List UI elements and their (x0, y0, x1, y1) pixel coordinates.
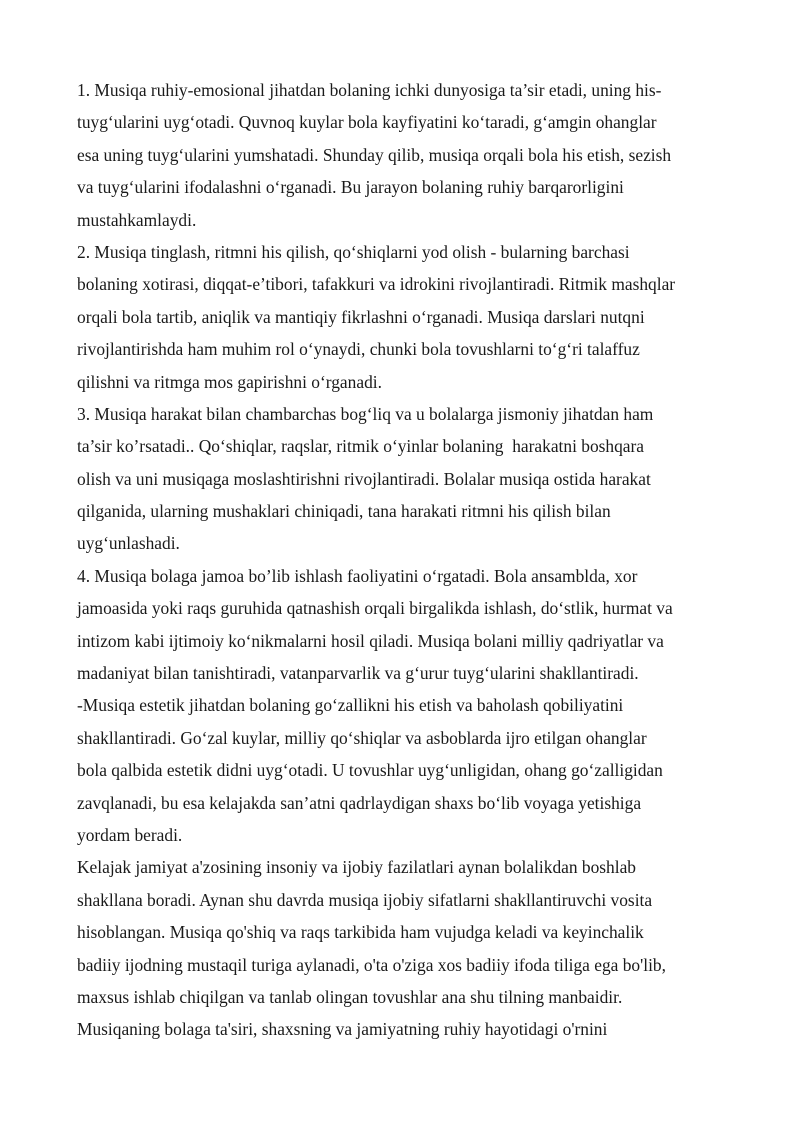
text-line: va tuyg‘ularini ifodalashni o‘rganadi. Bu jarayon bolaning ruhiy barqarorligini (77, 177, 624, 198)
text-line: Kelajak jamiyat a'zosining insoniy va ijobiy fazilatlari aynan bolalikdan boshlab (77, 857, 636, 878)
text-line: 2. Musiqa tinglash, ritmni his qilish, qo‘shiqlarni yod olish - bularning barchasi (77, 241, 630, 262)
text-line: orqali bola tartib, aniqlik va mantiqiy fikrlashni o‘rganadi. Musiqa darslari nutqni (77, 306, 645, 327)
text-line: badiiy ijodning mustaqil turiga aylanadi, o'ta o'ziga xos badiiy ifoda tiliga ega bo'lib, (77, 954, 666, 975)
text-line: uyg‘unlashadi. (77, 533, 180, 554)
text-line: shakllana boradi. Aynan shu davrda musiqa ijobiy sifatlarni shakllantiruvchi vosita (77, 889, 653, 910)
text-line: rivojlantirishda ham muhim rol o‘ynaydi, chunki bola tovushlarni to‘g‘ri talaffuz (77, 339, 640, 360)
text-line: bolaning xotirasi, diqqat-e’tibori, tafakkuri va idrokini rivojlantiradi. Ritmik mashqlar (77, 274, 676, 295)
document-body-text (77, 74, 727, 1046)
text-line: jamoasida yoki raqs guruhida qatnashish orqali birgalikda ishlash, do‘stlik, hurmat va (77, 598, 673, 619)
text-line: ta’sir ko’rsatadi.. Qo‘shiqlar, raqslar, ritmik o‘yinlar bolaning harakatni boshqara (77, 436, 645, 457)
text-line: Musiqaning bolaga ta'siri, shaxsning va jamiyatning ruhiy hayotidagi o'rnini (77, 1019, 608, 1040)
text-line: 1. Musiqa ruhiy-emosional jihatdan bolaning ichki dunyosiga ta’sir etadi, uning his- (77, 80, 662, 100)
text-line: maxsus ishlab chiqilgan va tanlab olingan tovushlar ana shu tilning manbaidir. (77, 986, 623, 1007)
text-line: intizom kabi ijtimoiy ko‘nikmalarni hosil qiladi. Musiqa bolani milliy qadriyatlar va (77, 630, 664, 651)
text-line: 4. Musiqa bolaga jamoa bo’lib ishlash faoliyatini o‘rgatadi. Bola ansamblda, xor (77, 565, 638, 586)
text-line: yordam beradi. (77, 824, 183, 845)
text-line: qilishni va ritmga mos gapirishni o‘rganadi. (77, 371, 382, 392)
text-line: 3. Musiqa harakat bilan chambarchas bog‘liq va u bolalarga jismoniy jihatdan ham (77, 403, 654, 424)
text-line: esa uning tuyg‘ularini yumshatadi. Shunday qilib, musiqa orqali bola his etish, sezish (77, 144, 672, 165)
text-line: olish va uni musiqaga moslashtirishni rivojlantiradi. Bolalar musiqa ostida harakat (77, 468, 651, 489)
text-line: -Musiqa estetik jihatdan bolaning go‘zallikni his etish va baholash qobiliyatini (77, 695, 624, 716)
text-line: zavqlanadi, bu esa kelajakda san’atni qadrlaydigan shaxs bo‘lib voyaga yetishiga (77, 792, 642, 813)
text-line: mustahkamlaydi. (77, 209, 197, 230)
text-line: shakllantiradi. Go‘zal kuylar, milliy qo‘shiqlar va asboblarda ijro etilgan ohanglar (77, 727, 647, 748)
text-line: qilganida, ularning mushaklari chiniqadi, tana harakati ritmni his qilish bilan (77, 501, 611, 522)
text-line: bola qalbida estetik didni uyg‘otadi. U tovushlar uyg‘unligidan, ohang go‘zalligidan (77, 760, 663, 781)
text-line: tuyg‘ularini uyg‘otadi. Quvnoq kuylar bola kayfiyatini ko‘taradi, g‘amgin ohanglar (77, 112, 657, 133)
text-line: hisoblangan. Musiqa qo'shiq va raqs tarkibida ham vujudga keladi va keyinchalik (77, 922, 644, 943)
text-line: madaniyat bilan tanishtiradi, vatanparvarlik va g‘urur tuyg‘ularini shakllantiradi. (77, 663, 639, 684)
